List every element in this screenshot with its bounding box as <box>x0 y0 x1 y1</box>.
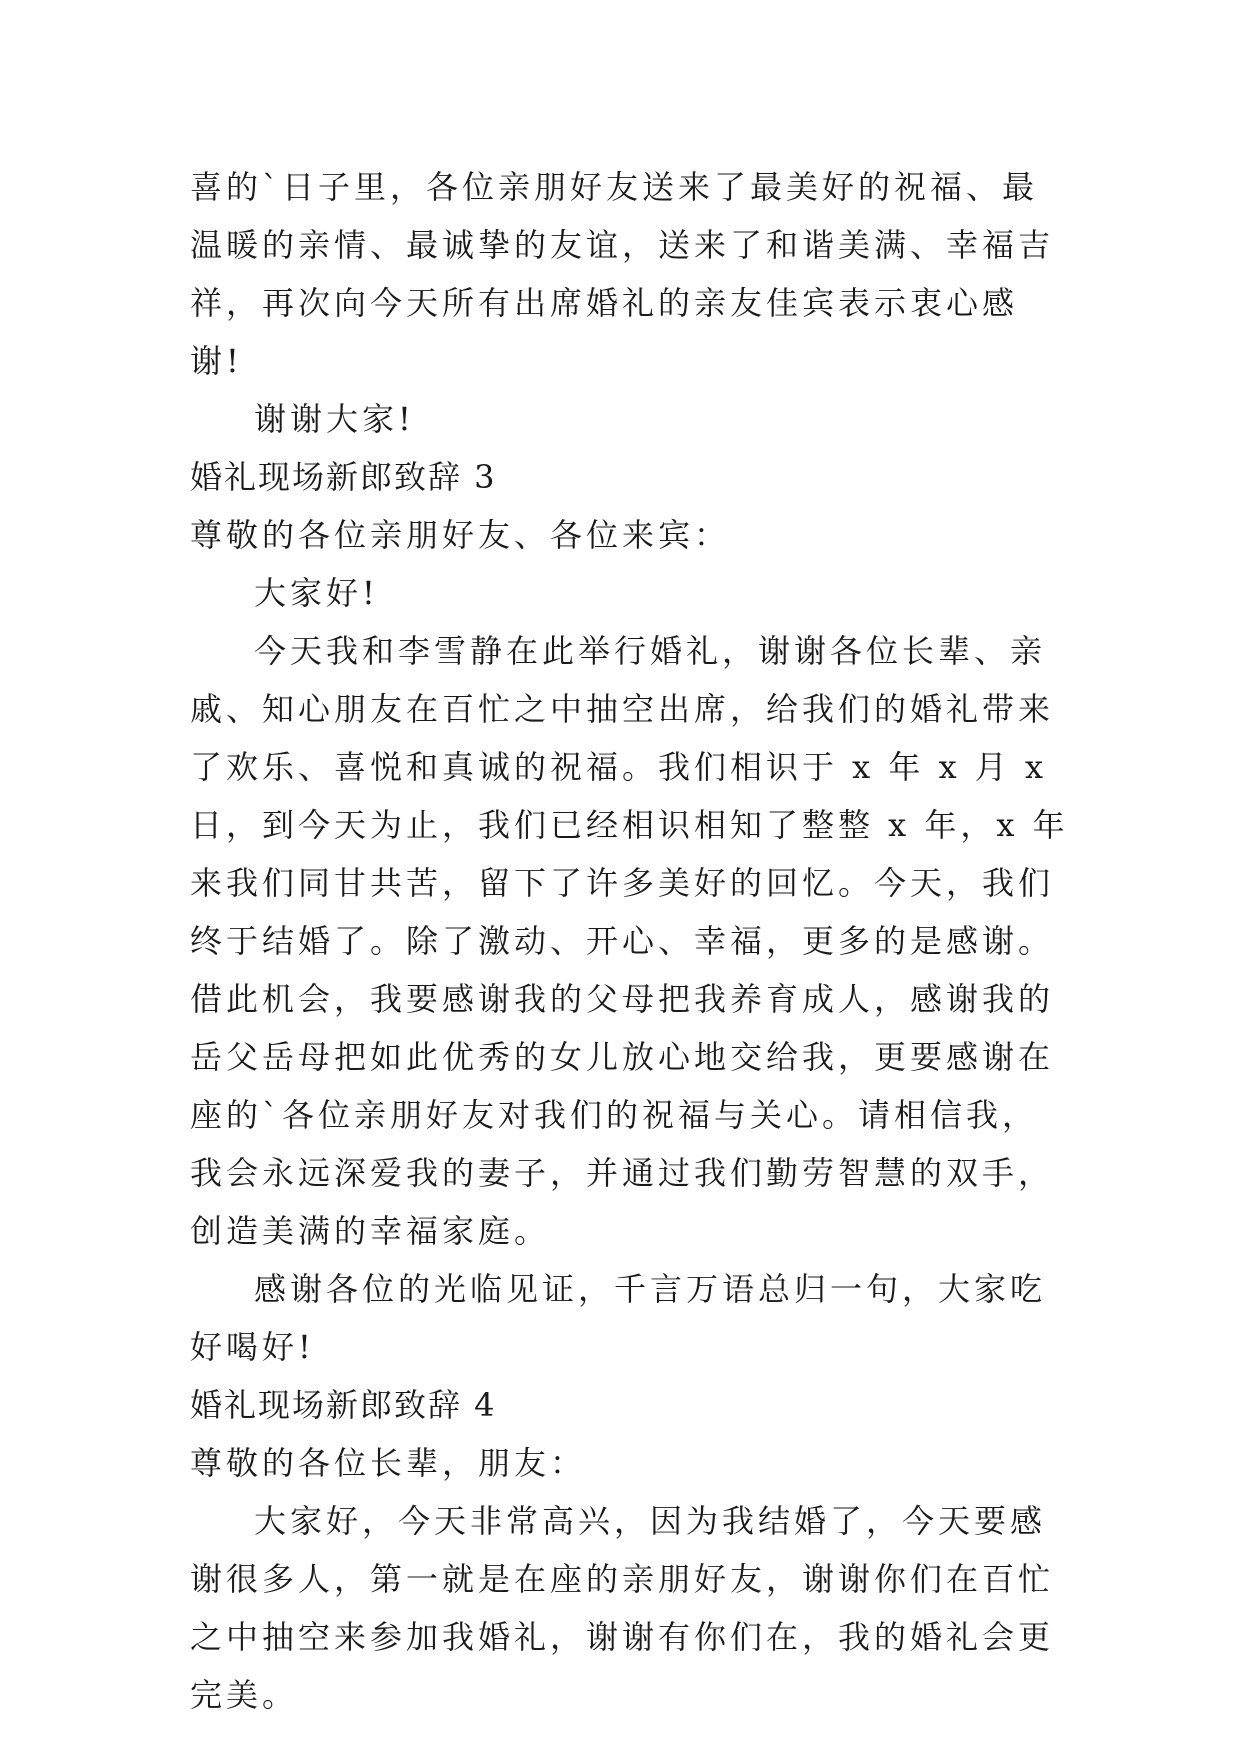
document-body <box>190 158 1070 1724</box>
paragraph-speech-4: 大家好，今天非常高兴，因为我结婚了，今天要感谢很多人，第一就是在座的亲朋好友，谢谢你们在百忙之中抽空来参加我婚礼，谢谢有你们在，我的婚礼会更完美。 <box>190 1502 1055 1714</box>
paragraph-closing-thanks: 喜的`日子里，各位亲朋好友送来了最美好的祝福、最温暖的亲情、最诚挚的友谊，送来了和谐美满、幸福吉祥，再次向今天所有出席婚礼的亲友佳宾表示衷心感谢! <box>190 168 1055 380</box>
paragraph-closing-3: 感谢各位的光临见证，千言万语总归一句，大家吃好喝好! <box>190 1270 1047 1366</box>
salutation-4: 尊敬的各位长辈，朋友： <box>190 1444 587 1482</box>
section-heading-4: 婚礼现场新郎致辞 4 <box>190 1386 497 1424</box>
paragraph-thank-you: 谢谢大家! <box>254 400 415 438</box>
section-heading-3: 婚礼现场新郎致辞 3 <box>190 458 497 496</box>
greeting-3: 大家好! <box>254 574 379 612</box>
paragraph-speech-3: 今天我和李雪静在此举行婚礼，谢谢各位长辈、亲戚、知心朋友在百忙之中抽空出席，给我们的婚礼带来了欢乐、喜悦和真诚的祝福。我们相识于 x 年 x 月 x 日，到今天为止，我们已经相识相知了整整 x 年，x 年来我们同甘共苦，留下了许多美好的回忆。今天，我们终于结婚了。除了激动、开心、幸福，更多的是感谢。借此机会，我要感谢我的父母把我养育成人，感谢我的岳父岳母把如此优秀的女儿放心地交给我，更要感谢在座的`各位亲朋好友对我们的祝福与关心。请相信我，我会永远深爱我的妻子，并通过我们勤劳智慧的双手，创造美满的幸福家庭。 <box>190 632 1069 1250</box>
salutation-3: 尊敬的各位亲朋好友、各位来宾： <box>190 516 731 554</box>
